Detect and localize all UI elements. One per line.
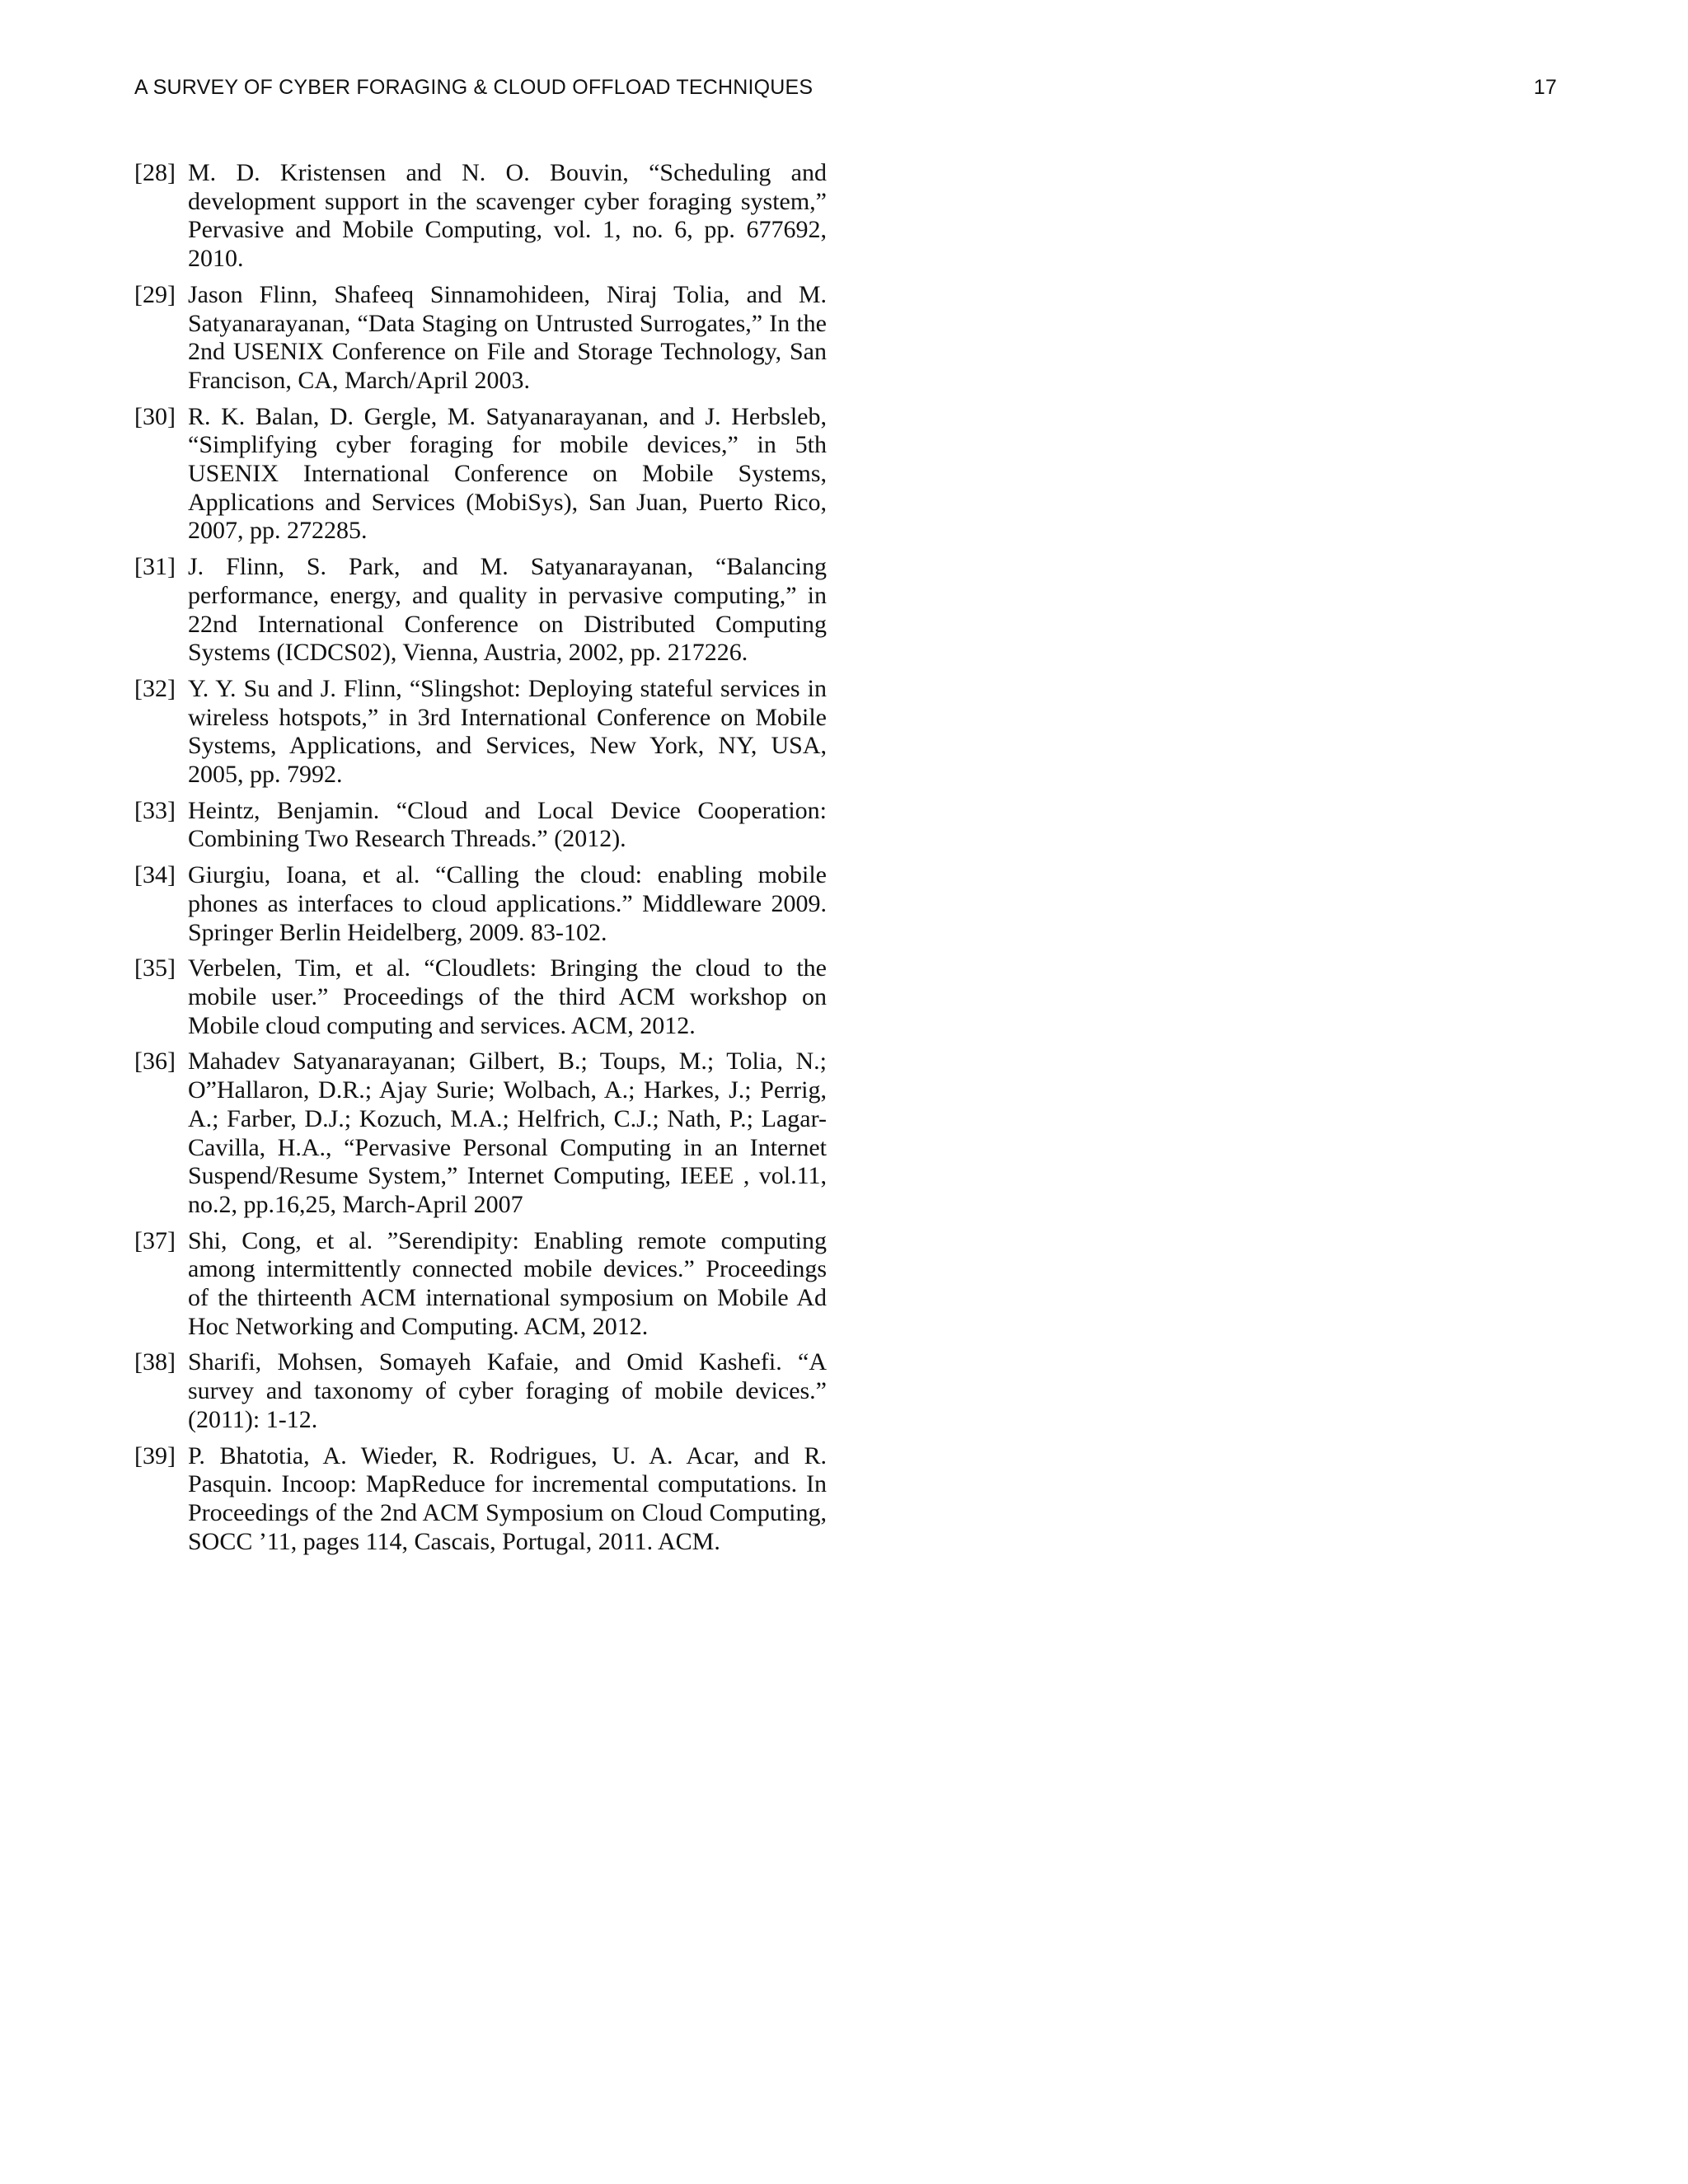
reference-item <box>134 553 827 668</box>
reference-text: Mahadev Satyanarayanan; Gilbert, B.; Toups, M.; Tolia, N.; O”Hallaron, D.R.; Ajay Surie; Wolbach, A.; Harkes, J.; Perrig, A.; Farber, D.J.; Kozuch, M.A.; Helfrich, C.J.; Nath, P.; Lagar-Cavilla, H.A., “Pervasive Personal Computing in an Internet Suspend/Resume System,” Internet Computing, IEEE , vol.11, no.2, pp.16,25, March-April 2007 <box>188 1047 827 1218</box>
reference-item <box>134 675 827 790</box>
reference-item <box>134 861 827 947</box>
reference-item <box>134 403 827 546</box>
reference-item <box>134 1227 827 1342</box>
reference-label: [39] <box>134 1441 176 1469</box>
reference-text: P. Bhatotia, A. Wieder, R. Rodrigues, U. A. Acar, and R. Pasquin. Incoop: MapReduce for incremental computations. In Proceedings of the 2nd ACM Symposium on Cloud Computing, SOCC ’11, pages 114, Cascais, Portugal, 2011. ACM. <box>188 1441 827 1555</box>
reference-text: Verbelen, Tim, et al. “Cloudlets: Bringing the cloud to the mobile user.” Proceedings of the third ACM workshop on Mobile cloud computing and services. ACM, 2012. <box>188 954 827 1039</box>
reference-label: [31] <box>134 553 176 581</box>
reference-text: Shi, Cong, et al. ”Serendipity: Enabling remote computing among intermittently connected mobile devices.” Proceedings of the thirteenth ACM international symposium on Mobile Ad Hoc Networking and Computing. ACM, 2012. <box>188 1226 827 1340</box>
running-title: A SURVEY OF CYBER FORAGING & CLOUD OFFLOAD TECHNIQUES <box>134 76 814 99</box>
reference-label: [33] <box>134 796 176 824</box>
reference-text: M. D. Kristensen and N. O. Bouvin, “Scheduling and development support in the scavenger cyber foraging system,” Pervasive and Mobile Computing, vol. 1, no. 6, pp. 677692, 2010. <box>188 159 827 273</box>
reference-text: Sharifi, Mohsen, Somayeh Kafaie, and Omid Kashefi. “A survey and taxonomy of cyber foraging of mobile devices.” (2011): 1-12. <box>188 1348 827 1433</box>
reference-label: [37] <box>134 1226 176 1254</box>
page-number: 17 <box>1533 76 1557 99</box>
reference-item <box>134 954 827 1040</box>
reference-item <box>134 1047 827 1219</box>
reference-text: Giurgiu, Ioana, et al. “Calling the cloud: enabling mobile phones as interfaces to cloud applications.” Middleware 2009. Springer Berlin Heidelberg, 2009. 83-102. <box>188 861 827 946</box>
reference-item <box>134 1442 827 1557</box>
reference-text: R. K. Balan, D. Gergle, M. Satyanarayanan, and J. Herbsleb, “Simplifying cyber foraging for mobile devices,” in 5th USENIX International Conference on Mobile Systems, Applications and Services (MobiSys), San Juan, Puerto Rico, 2007, pp. 272285. <box>188 402 827 545</box>
reference-text: Heintz, Benjamin. “Cloud and Local Device Cooperation: Combining Two Research Threads.” (2012). <box>188 796 827 853</box>
page-header <box>134 76 1557 104</box>
reference-label: [29] <box>134 280 176 308</box>
reference-label: [34] <box>134 861 176 889</box>
reference-label: [38] <box>134 1348 176 1376</box>
reference-item <box>134 281 827 396</box>
reference-text: J. Flinn, S. Park, and M. Satyanarayanan, “Balancing performance, energy, and quality in pervasive computing,” in 22nd International Conference on Distributed Computing Systems (ICDCS02), Vienna, Austria, 2002, pp. 217226. <box>188 553 827 667</box>
reference-label: [36] <box>134 1047 176 1076</box>
reference-item <box>134 797 827 854</box>
reference-label: [30] <box>134 402 176 430</box>
reference-item <box>134 159 827 274</box>
reference-text: Jason Flinn, Shafeeq Sinnamohideen, Niraj Tolia, and M. Satyanarayanan, “Data Staging on Untrusted Surrogates,” In the 2nd USENIX Conference on File and Storage Technology, San Francison, CA, March/April 2003. <box>188 280 827 394</box>
reference-text: Y. Y. Su and J. Flinn, “Slingshot: Deploying stateful services in wireless hotspots,” in 3rd International Conference on Mobile Systems, Applications, and Services, New York, NY, USA, 2005, pp. 7992. <box>188 674 827 789</box>
reference-item <box>134 1348 827 1434</box>
reference-label: [32] <box>134 674 176 702</box>
reference-label: [28] <box>134 159 176 186</box>
reference-label: [35] <box>134 954 176 982</box>
reference-list <box>134 159 827 1563</box>
